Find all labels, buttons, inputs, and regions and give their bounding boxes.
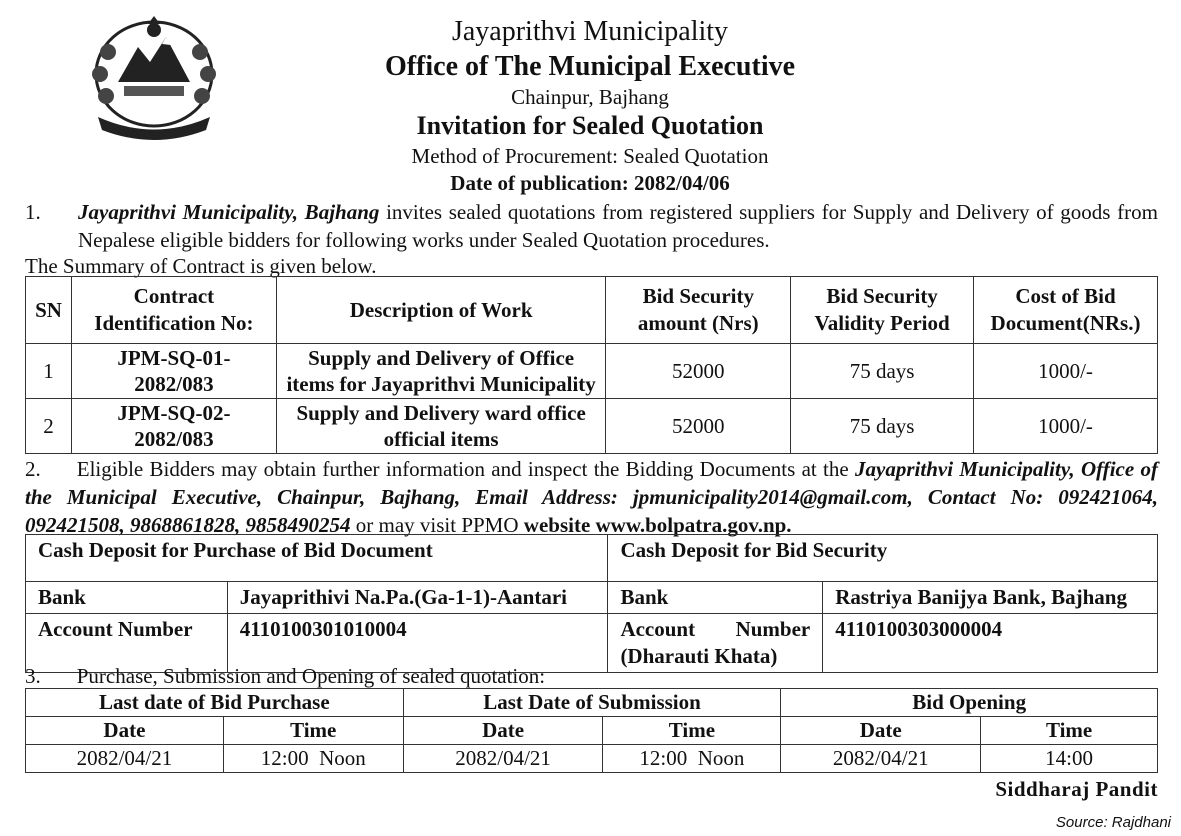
group-bid-purchase: Last date of Bid Purchase (26, 689, 404, 717)
summary-line: The Summary of Contract is given below. (25, 254, 377, 278)
cell-cost: 1000/- (974, 399, 1158, 454)
left-deposit-title: Cash Deposit for Purchase of Bid Document (26, 535, 608, 582)
submission-time: 12:00 Noon (603, 745, 781, 773)
table-header-row (26, 277, 1158, 344)
table-row (26, 399, 1158, 454)
submission-date: 2082/04/21 (403, 745, 603, 773)
office-address: Chainpur, Bajhang (511, 85, 669, 109)
publication-date: Date of publication: 2082/04/06 (450, 171, 730, 195)
contract-summary-table (25, 276, 1158, 454)
office-name: Office of The Municipal Executive (384, 51, 796, 82)
para1-number: 1. (25, 200, 41, 224)
purchase-time: 12:00 Noon (223, 745, 403, 773)
para1-text: invites sealed quotations from registered suppliers for Supply and Delivery of goods from Nepalese eligible bidders for following works under Sealed Quotation procedures. (78, 200, 1158, 252)
opening-time: 14:00 (981, 745, 1158, 773)
para2 (25, 455, 1158, 539)
para2-text1: Eligible Bidders may obtain further information and inspect the Bidding Documents at the (76, 457, 856, 481)
schedule-group-row (26, 689, 1158, 717)
cell-bid-security: 52000 (606, 344, 791, 399)
sub-time: Time (603, 717, 781, 745)
para2-text2: or may visit PPMO (350, 513, 524, 537)
schedule-sub-row (26, 717, 1158, 745)
right-account-value: 4110100303000004 (823, 614, 1158, 673)
right-bank-value: Rastriya Banijya Bank, Bajhang (823, 582, 1158, 614)
cell-cost: 1000/- (974, 344, 1158, 399)
government-emblem-icon (78, 12, 230, 140)
table-row (26, 344, 1158, 399)
sub-date: Date (781, 717, 981, 745)
header-contract-id: Contract Identification No: (71, 277, 276, 344)
header-sn: SN (26, 277, 72, 344)
right-deposit-title: Cash Deposit for Bid Security (608, 535, 1158, 582)
cell-sn: 1 (26, 344, 72, 399)
sub-time: Time (223, 717, 403, 745)
cell-contract-id: JPM-SQ-02-2082/083 (71, 399, 276, 454)
group-submission: Last Date of Submission (403, 689, 781, 717)
left-account-label: Account Number (26, 614, 228, 673)
schedule-table (25, 688, 1158, 773)
schedule-value-row (26, 745, 1158, 773)
cell-validity: 75 days (791, 399, 974, 454)
deposit-title-row (26, 535, 1158, 582)
cell-bid-security: 52000 (606, 399, 791, 454)
left-account-value: 4110100301010004 (227, 614, 608, 673)
group-bid-opening: Bid Opening (781, 689, 1158, 717)
cell-sn: 2 (26, 399, 72, 454)
right-bank-label: Bank (608, 582, 823, 614)
header-bid-security: Bid Security amount (Nrs) (606, 277, 791, 344)
cell-contract-id: JPM-SQ-01-2082/083 (71, 344, 276, 399)
para2-number: 2. (25, 457, 41, 481)
cell-description: Supply and Delivery ward office official items (276, 399, 606, 454)
para2-website: website www.bolpatra.gov.np. (523, 513, 792, 537)
cell-description: Supply and Delivery of Office items for Jayaprithvi Municipality (276, 344, 606, 399)
para3-number: 3. (25, 664, 41, 688)
header-validity: Bid Security Validity Period (791, 277, 974, 344)
deposit-table (25, 534, 1158, 673)
left-bank-value: Jayaprithivi Na.Pa.(Ga-1-1)-Aantari (227, 582, 608, 614)
left-bank-label: Bank (26, 582, 228, 614)
source-credit: Source: Rajdhani (1055, 814, 1171, 831)
para3 (25, 662, 545, 690)
opening-date: 2082/04/21 (781, 745, 981, 773)
purchase-date: 2082/04/21 (26, 745, 224, 773)
municipality-name: Jayaprithvi Municipality (451, 16, 729, 47)
signatory-name: Siddharaj Pandit (995, 777, 1158, 801)
cell-validity: 75 days (791, 344, 974, 399)
header-cost: Cost of Bid Document(NRs.) (974, 277, 1158, 344)
procurement-method: Method of Procurement: Sealed Quotation (411, 144, 769, 168)
sub-date: Date (26, 717, 224, 745)
para3-text: Purchase, Submission and Opening of sealed quotation: (76, 664, 546, 688)
sub-date: Date (403, 717, 603, 745)
deposit-bank-row (26, 582, 1158, 614)
para1 (78, 198, 1158, 254)
para1-lead: Jayaprithvi Municipality, Bajhang (78, 200, 380, 224)
right-account-label: Account Number (Dharauti Khata) (608, 614, 823, 673)
header-description: Description of Work (276, 277, 606, 344)
para2-contact-info: Jayaprithvi Municipality, Office of the Municipal Executive, Chainpur, Bajhang, Email Address: jpmunicipality2014@gmail.com, Contact No: 092421064, 092421508, 9868861828, 9858490254 (25, 457, 1158, 537)
sub-time: Time (981, 717, 1158, 745)
notice-title: Invitation for Sealed Quotation (416, 111, 764, 140)
